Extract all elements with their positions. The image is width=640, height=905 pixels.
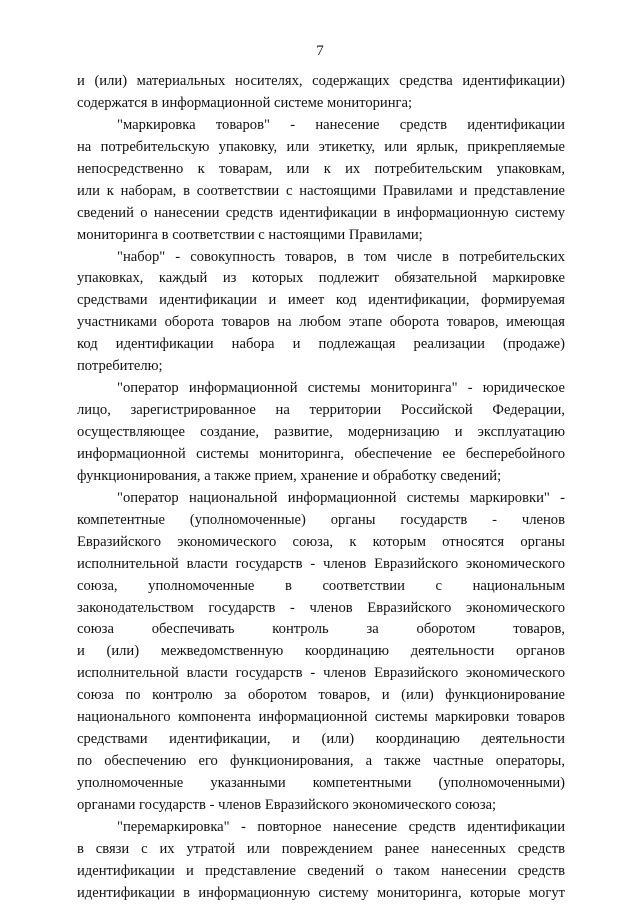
text-line: "набор" - совокупность товаров, в том числе в потребительских — [117, 248, 565, 265]
text-line: исполнительной власти государств - членов Евразийского экономического — [77, 665, 565, 682]
text-line: средствами идентификации и имеет код идентификации, формируемая — [77, 292, 565, 309]
text-line: компетентные (уполномоченные) органы государств - членов — [77, 511, 565, 528]
text-line: законодательством государств - членов Евразийского экономического — [77, 599, 565, 616]
text-line: союза, уполномоченные в соответствии с национальным — [77, 577, 565, 594]
page-number: 7 — [316, 43, 324, 59]
text-line: участниками оборота товаров на любом этапе оборота товаров, имеющая — [77, 314, 565, 331]
text-line: информационной системы мониторинга, обеспечение ее бесперебойного — [77, 445, 565, 462]
text-line: на потребительскую упаковку, или этикетку, или ярлык, прикрепляемые — [77, 138, 565, 155]
document-body — [77, 71, 565, 905]
text-line: код идентификации набора и подлежащая реализации (продаже) — [77, 336, 565, 353]
text-line: в связи с их утратой или повреждением ранее нанесенных средств — [77, 840, 565, 857]
text-line: упаковках, каждый из которых подлежит обязательной маркировке — [77, 270, 565, 287]
text-line: "оператор информационной системы мониторинга" - юридическое — [117, 380, 565, 397]
text-line: мониторинга в соответствии с настоящими Правилами; — [77, 226, 423, 243]
text-line: средствами идентификации, и (или) координацию деятельности — [77, 731, 565, 748]
text-line: лицо, зарегистрированное на территории Российской Федерации, — [77, 402, 565, 419]
text-line: идентификации в информационную систему мониторинга, которые могут — [77, 884, 565, 901]
text-line: уполномоченные указанными компетентными (уполномоченными) — [77, 775, 565, 791]
text-line: потребителю; — [77, 358, 163, 375]
text-line: органами государств - членов Евразийского экономического союза; — [77, 796, 497, 813]
text-line: союза обеспечивать контроль за оборотом товаров, — [77, 621, 565, 638]
text-line: сведений о нанесении средств идентификации в информационную систему — [77, 204, 565, 221]
text-line: функционирования, а также прием, хранение и обработку сведений; — [77, 467, 502, 484]
text-line: идентификации и представление сведений о таком нанесении средств — [77, 862, 565, 879]
text-line: непосредственно к товарам, или к их потребительским упаковкам, — [77, 160, 565, 177]
text-line: и (или) материальных носителях, содержащих средства идентификации) — [77, 73, 565, 89]
text-line: и (или) межведомственную координацию деятельности органов — [77, 643, 565, 660]
text-line: "оператор национальной информационной системы маркировки" - — [117, 489, 565, 506]
text-line: Евразийского экономического союза, к которым относятся органы — [77, 533, 565, 550]
text-line: по обеспечению его функционирования, а также частные операторы, — [77, 753, 565, 770]
text-line: содержатся в информационной системе мониторинга; — [77, 94, 413, 111]
text-line: национального компонента информационной системы маркировки товаров — [77, 709, 565, 726]
text-line: исполнительной власти государств - членов Евразийского экономического — [77, 555, 565, 572]
text-line: союза по контролю за оборотом товаров, и (или) функционирование — [77, 687, 565, 704]
text-line: осуществляющее создание, развитие, модернизацию и эксплуатацию — [77, 424, 565, 440]
text-line: или к наборам, в соответствии с настоящими Правилами и представление — [77, 182, 565, 199]
text-line: "перемаркировка" - повторное нанесение средств идентификации — [117, 818, 565, 835]
text-line: "маркировка товаров" - нанесение средств идентификации — [117, 116, 565, 133]
